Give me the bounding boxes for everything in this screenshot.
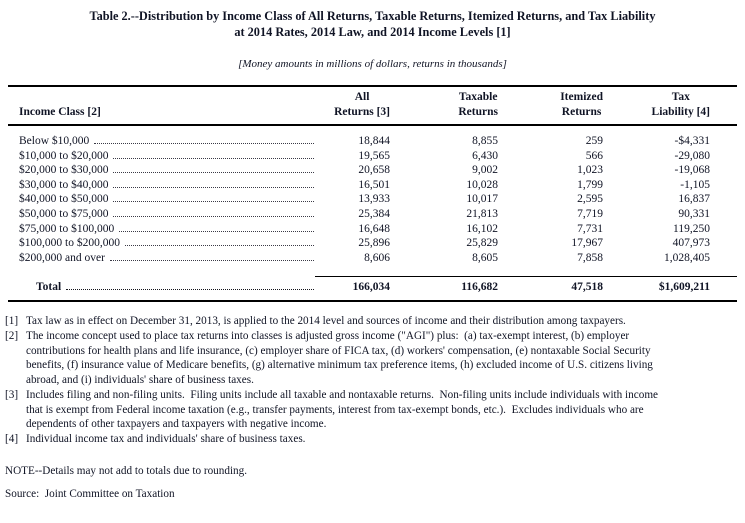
header-all-returns: All Returns [3] xyxy=(334,91,390,118)
table-row xyxy=(8,251,737,266)
tax-liability-value: 407,973 xyxy=(672,237,710,250)
taxable-returns-value: 16,102 xyxy=(466,222,498,235)
all-returns-value: 8,606 xyxy=(364,251,390,264)
total-label: Total xyxy=(36,281,62,294)
table-row xyxy=(8,178,737,193)
total-tax-liability: $1,609,211 xyxy=(658,281,710,294)
table-title xyxy=(0,8,745,40)
footnote-line: Includes filing and non-filing units. Filing units include all taxable and nontaxable returns. Non-filing units include individuals with income xyxy=(26,388,658,401)
income-class-label: $200,000 and over xyxy=(19,251,105,264)
table-title-line1: Table 2.--Distribution by Income Class of All Returns, Taxable Returns, Itemized Returns, and Tax Liability xyxy=(89,9,656,23)
itemized-returns-value: 259 xyxy=(585,135,603,147)
footnote-line: contributions for health plans and life insurance, (c) employer share of FICA tax, (d) workers' compensation, (e) nontaxable Social Security xyxy=(26,344,651,357)
all-returns-value: 20,658 xyxy=(358,164,390,177)
total-all-returns: 166,034 xyxy=(352,281,390,294)
table-row xyxy=(8,134,737,149)
table-subtitle: [Money amounts in millions of dollars, returns in thousands] xyxy=(238,58,507,70)
all-returns-value: 19,565 xyxy=(358,149,390,162)
income-class-label: $40,000 to $50,000 xyxy=(19,193,109,206)
footnote-marker: [4] xyxy=(5,432,19,445)
source-attribution: Source: Joint Committee on Taxation xyxy=(5,488,175,501)
tax-liability-value: 119,250 xyxy=(673,222,710,235)
income-class-label: Below $10,000 xyxy=(19,135,90,147)
all-returns-value: 25,896 xyxy=(358,237,390,250)
itemized-returns-value: 7,719 xyxy=(577,207,603,220)
income-class-label: $100,000 to $200,000 xyxy=(19,237,120,250)
footnote-line: Individual income tax and individuals' share of business taxes. xyxy=(26,432,306,445)
footnotes xyxy=(5,314,745,446)
all-returns-value: 16,648 xyxy=(358,222,390,235)
itemized-returns-value: 7,731 xyxy=(577,222,603,235)
footnote-marker: [1] xyxy=(5,315,19,328)
header-itemized-returns: Itemized Returns xyxy=(560,91,603,118)
taxable-returns-value: 10,017 xyxy=(466,193,498,206)
tax-liability-value: 90,331 xyxy=(678,207,710,220)
tax-liability-value: -19,068 xyxy=(674,164,710,177)
footnote-marker: [3] xyxy=(5,388,19,401)
header-taxable-returns: Taxable Returns xyxy=(458,91,498,118)
footnote-4 xyxy=(5,432,745,447)
table-row xyxy=(8,207,737,222)
footnote-line: Tax law as in effect on December 31, 2013, is applied to the 2014 level and sources of income and their distribution among taxpayers. xyxy=(26,315,626,328)
income-table xyxy=(8,85,737,302)
all-returns-value: 25,384 xyxy=(358,207,390,220)
table-title-line2: at 2014 Rates, 2014 Law, and 2014 Income Levels [1] xyxy=(234,25,511,39)
tax-liability-value: -$4,331 xyxy=(674,135,710,147)
taxable-returns-value: 8,605 xyxy=(472,251,498,264)
tax-liability-value: -1,105 xyxy=(680,178,710,191)
footnote-2 xyxy=(5,329,745,388)
dotted-leader xyxy=(113,201,314,202)
tax-liability-value: 16,837 xyxy=(678,193,710,206)
table-header-row xyxy=(8,87,737,126)
income-class-label: $10,000 to $20,000 xyxy=(19,149,109,162)
income-class-label: $75,000 to $100,000 xyxy=(19,222,115,235)
footnote-line: that is exempt from Federal income taxation (e.g., transfer payments, interest from tax-exempt bonds, etc.). Excludes individuals who are xyxy=(26,403,644,416)
footnote-marker: [2] xyxy=(5,330,19,343)
dotted-leader xyxy=(94,143,314,144)
taxable-returns-value: 25,829 xyxy=(466,237,498,250)
footnote-line: benefits, (f) insurance value of Medicare benefits, (g) alternative minimum tax preference items, (h) excluded income of U.S. citizens living xyxy=(26,359,653,372)
taxable-returns-value: 6,430 xyxy=(472,149,498,162)
itemized-returns-value: 17,967 xyxy=(571,237,603,250)
taxable-returns-value: 9,002 xyxy=(472,164,498,177)
dotted-leader xyxy=(110,260,314,261)
taxable-returns-value: 21,813 xyxy=(466,207,498,220)
dotted-leader xyxy=(113,216,314,217)
dotted-leader xyxy=(125,245,314,246)
income-class-label: $20,000 to $30,000 xyxy=(19,164,109,177)
table-body xyxy=(8,126,737,265)
income-class-label: $50,000 to $75,000 xyxy=(19,207,109,220)
footnote-line: dependents of other taxpayers and taxpayers with negative income. xyxy=(26,418,327,431)
table-row xyxy=(8,236,737,251)
total-itemized-returns: 47,518 xyxy=(571,281,603,294)
dotted-leader xyxy=(113,172,314,173)
header-income-class: Income Class [2] xyxy=(19,105,101,118)
footnote-1 xyxy=(5,314,745,329)
income-class-label: $30,000 to $40,000 xyxy=(19,178,109,191)
header-tax-liability: Tax Liability [4] xyxy=(651,91,710,118)
footnote-3 xyxy=(5,388,745,432)
itemized-returns-value: 2,595 xyxy=(577,193,603,206)
table-total-row xyxy=(8,277,737,296)
itemized-returns-value: 1,799 xyxy=(577,178,603,191)
itemized-returns-value: 1,023 xyxy=(577,164,603,177)
itemized-returns-value: 566 xyxy=(585,149,603,162)
all-returns-value: 16,501 xyxy=(358,178,390,191)
itemized-returns-value: 7,858 xyxy=(577,251,603,264)
total-taxable-returns: 116,682 xyxy=(461,281,498,294)
dotted-leader xyxy=(113,187,314,188)
dotted-leader xyxy=(119,231,314,232)
dotted-leader xyxy=(66,289,314,290)
taxable-returns-value: 8,855 xyxy=(472,135,498,147)
rounding-note: NOTE--Details may not add to totals due to rounding. xyxy=(5,464,248,477)
footnote-line: The income concept used to place tax returns into classes is adjusted gross income ("AGI") plus: (a) tax-exempt interest, (b) employer xyxy=(26,330,630,343)
table-row xyxy=(8,163,737,178)
dotted-leader xyxy=(113,158,314,159)
all-returns-value: 18,844 xyxy=(358,135,390,147)
all-returns-value: 13,933 xyxy=(358,193,390,206)
tax-liability-value: 1,028,405 xyxy=(664,251,710,264)
table-row xyxy=(8,149,737,164)
footnote-line: abroad, and (i) individuals' share of business taxes. xyxy=(26,374,254,387)
taxable-returns-value: 10,028 xyxy=(466,178,498,191)
tax-liability-value: -29,080 xyxy=(674,149,710,162)
table-row xyxy=(8,222,737,237)
table-row xyxy=(8,192,737,207)
